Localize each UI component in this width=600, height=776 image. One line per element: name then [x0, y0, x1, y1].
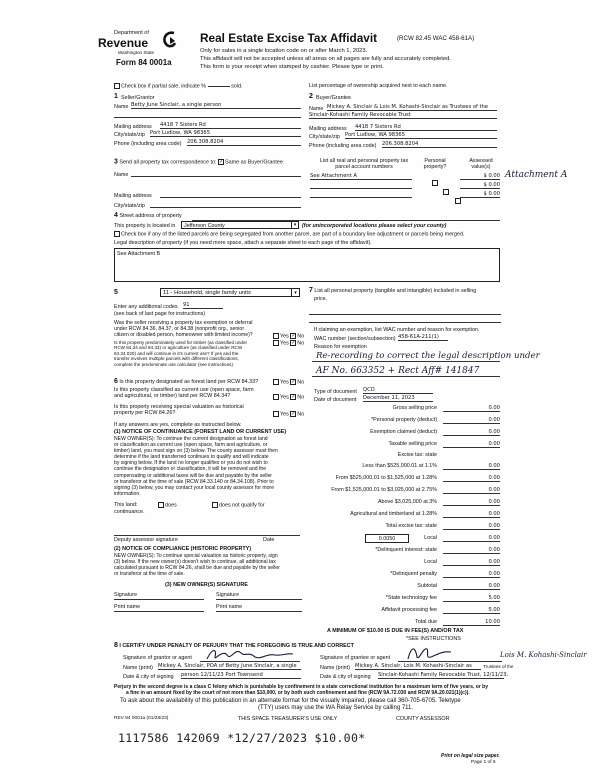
parcel-header-text: List all real and personal property tax	[319, 158, 409, 164]
tax-label-exemption: Exemption claimed (deduct)	[370, 429, 437, 435]
grantee-signature	[405, 643, 455, 663]
partial-sale-row	[114, 83, 243, 90]
grantee-signature-2: Lois M. Kohashi-Sinclair	[500, 651, 587, 659]
continuance-line: or classification as current use (open space, farm and agriculture, or	[114, 442, 268, 449]
county-note: (for unincorporated locations please select your county)	[302, 223, 447, 229]
sec6-q3-line-1: Is this property receiving special valuation as historical	[114, 404, 244, 410]
doc-type-label: Type of document	[314, 389, 357, 395]
assessed-value-2[interactable]: $ 0.00	[460, 182, 500, 189]
historic-yes-checkbox[interactable]	[273, 411, 279, 417]
tax-value-personal[interactable]: 0.00	[443, 417, 500, 424]
seller-phone-field[interactable]: 206.308.8204	[187, 139, 301, 146]
local-rate-field[interactable]: 0.0050	[365, 534, 409, 543]
corr-name-field[interactable]	[131, 170, 301, 177]
ownership-percent-note: List percentage of ownership acquired next to each name.	[309, 83, 448, 89]
buyer-mail-label: Mailing address	[309, 126, 347, 132]
legal-desc-label: Legal description of property (if you need more space, attach a separate sheet to each page of the affidavit).	[114, 240, 372, 246]
legal-size-note: Print on legal size paper.	[441, 753, 500, 759]
processing-fee-label: Affidavit processing fee	[381, 607, 437, 613]
doc-date-field[interactable]: December 11, 2023	[363, 395, 433, 402]
continuance-line: compensating or additional taxes will be due and payable by the seller	[114, 472, 273, 479]
sec6-q1-row	[114, 379, 258, 385]
corr-mail-field[interactable]	[160, 191, 301, 198]
tax-label-state: Excise tax: state	[397, 452, 437, 458]
forest-no-checkbox[interactable]: ✓	[291, 378, 296, 385]
alt-format-note: To ask about the availability of this publication in an alternate format for the visually impaired, please call 360-705-6705. Teletype	[120, 698, 461, 704]
grantee-sig-label: Signature of grantee or agent	[320, 655, 391, 661]
notice-compliance-heading: (2) NOTICE OF COMPLIANCE (HISTORIC PROPERTY)	[114, 546, 252, 552]
subtitle-1: Only for sales in a single location code on or after March 1, 2023.	[200, 48, 368, 54]
compliance-line: (3) below. If the new owner(s) doesn't wish to continue, all additional tax	[114, 559, 276, 566]
processing-fee-value[interactable]: 5.00	[443, 607, 500, 614]
buyer-name-label: Name	[309, 106, 324, 112]
delinquent-interest-local-label: Local	[424, 559, 437, 565]
no-label: No	[297, 411, 305, 418]
subtotal-value[interactable]: 0.00	[443, 583, 500, 590]
q-timber-line-4: transfer involves multiple parcels with different classifications,	[114, 356, 239, 362]
land-use-select[interactable]	[160, 288, 300, 297]
sold-label: sold.	[231, 83, 243, 90]
tax-value-exemption[interactable]: 0.00	[443, 429, 500, 436]
county-select[interactable]	[181, 221, 299, 229]
sec6-number: 6	[114, 378, 118, 385]
parcel-number-1[interactable]: See Attachment A	[310, 173, 412, 180]
sec7-row	[309, 288, 476, 294]
does-not-row	[212, 502, 265, 509]
sec4-number: 4	[114, 212, 118, 219]
new-owner-sig-2: Signature	[216, 592, 240, 598]
delinquent-penalty-value[interactable]: 0.00	[443, 571, 500, 578]
notice-continuance-text	[114, 436, 278, 497]
land-use-chevron-down-icon: ▾	[291, 289, 299, 297]
buyer-city-field[interactable]: Port Ludlow, WA 98365	[345, 132, 497, 139]
delinquent-interest-state-value[interactable]: 0.00	[443, 547, 500, 554]
continuance-line: timber) land, you must sign on (3) below. The county assessor must then	[114, 448, 278, 455]
no-label: No	[297, 333, 305, 340]
sec3-number: 3	[114, 158, 118, 166]
sec7-label: List all personal property (tangible and intangible) included in selling	[314, 288, 477, 294]
continuance-line: continue the designation or classification, it will be removed and the	[114, 466, 267, 473]
seller-phone-label: Phone (including area code)	[114, 141, 182, 147]
sec3-row	[114, 159, 283, 166]
corr-mail-label: Mailing address	[114, 193, 152, 199]
continuance-label: continuance.	[114, 509, 145, 515]
tax-label-total-state: Total excise tax: state	[385, 523, 437, 529]
local-label: Local	[424, 535, 437, 541]
seller-name-label: Name	[114, 104, 129, 110]
sec3-label: Send all property tax correspondence to:	[119, 159, 217, 166]
perjury-note-2: a fine in an amount fixed by the court of not more than $10,000, or by both such confinement and fine (RCW 9A.72.030 and RCW 9A.20.021(1)(c)).	[126, 690, 470, 696]
rev-label: REV 84 0001a (01/28/23)	[114, 716, 169, 721]
perjury-note-1: Perjury in the second degree is a class C felony which is punishable by confinement in a state correctional institution for a maximum term of five years, or by	[114, 684, 488, 690]
total-due-label: Total due	[415, 619, 437, 625]
assessed-value-3[interactable]: $ 0.00	[460, 191, 500, 198]
tax-value-bracket1[interactable]: 0.00	[443, 463, 500, 470]
sec8-number: 8	[114, 642, 118, 649]
tax-label-gross: Gross selling price	[392, 405, 437, 411]
form-number: Form 84 0001a	[116, 58, 172, 67]
grantor-name-field[interactable]: Mickey A. Sinclair, POA of Betty June Sinclair, a single	[158, 663, 301, 670]
reason-handwriting-2: AF No. 663352 + Rect Aff# 141847	[316, 366, 480, 376]
corr-name-label: Name	[114, 172, 129, 178]
form-rcw: (RCW 82.45 WAC 458-61A)	[397, 35, 475, 42]
land-use-value: 11 - Household, single family units	[163, 290, 251, 296]
state-label: Washington State	[118, 50, 155, 55]
tax-value-total-state[interactable]: 0.00	[443, 523, 500, 530]
deputy-date-label: Date	[263, 537, 275, 543]
tax-label-taxable: Taxable selling price	[388, 441, 437, 447]
sec6-q4: If any answers are yes, complete as instructed below.	[114, 422, 242, 428]
minimum-due-note: A MINIMUM OF $10.00 IS DUE IN FEE(S) AND/OR TAX	[327, 628, 464, 634]
tax-label-agri: Agricultural and timberland at 1.28%	[350, 511, 437, 517]
add-codes-field[interactable]: 91	[183, 302, 223, 309]
seller-mail-label: Mailing address	[114, 124, 152, 130]
segregated-label: Check box if any of the listed parcels are being segregated from another parcel, are part of a boundary line adjustment or parcels being merged.	[121, 231, 465, 238]
legal-desc-field[interactable]	[114, 248, 500, 282]
segregated-checkbox[interactable]	[114, 231, 120, 237]
sec6-q1-yes-no	[273, 379, 304, 386]
sec7-label-2: price.	[314, 296, 328, 302]
add-codes-label: Enter any additional codes	[114, 304, 178, 310]
local-value[interactable]: 0.00	[443, 535, 500, 542]
form-title: Real Estate Excise Tax Affidavit	[200, 31, 378, 45]
legal-desc-value: See Attachment B	[117, 251, 161, 257]
seller-mail-field[interactable]: 4418 7 Sisters Rd	[160, 122, 301, 129]
buyer-name-field-2[interactable]: Sinclair-Kohashi Family Revocable Trust	[309, 112, 497, 119]
attachment-a-handwriting: Attachment A	[505, 170, 568, 180]
corr-city-field[interactable]	[150, 201, 301, 208]
sec6-q2-line-1: Is this property classified as current use (open space, farm	[114, 387, 254, 393]
parcel-header-1	[314, 158, 414, 170]
this-land-label: This land:	[114, 502, 138, 508]
delinquent-penalty-label: *Delinquent penalty	[390, 571, 437, 577]
yes-label: Yes	[280, 379, 289, 386]
sec1-number: 1	[114, 93, 118, 100]
revenue-label: Revenue	[98, 36, 149, 50]
current-use-yes-checkbox[interactable]	[273, 394, 279, 400]
tax-label-bracket3: From $1,525,000.01 to $3,025,000 at 2.75%	[331, 487, 437, 493]
wac-label: WAC number (section/subsection)	[314, 336, 396, 342]
grantor-sig-label: Signature of grantor or agent	[123, 655, 192, 661]
wac-field[interactable]: 458-61A-211(1)	[398, 334, 448, 341]
sec6-q2-line-2: and agricultural, or timber) land per RCW 84.34?	[114, 393, 231, 400]
does-not-checkbox[interactable]	[212, 502, 218, 508]
tty-note: (TTY) users may use the WA Relay Service by calling 711.	[258, 705, 414, 711]
seller-city-label: City/state/zip	[114, 132, 145, 138]
tax-label-bracket4: Above $3,025,000 at 3%	[377, 499, 437, 505]
parcel-header-text-2: parcel account numbers	[335, 164, 393, 171]
sec6-q2-yes-no	[273, 394, 304, 401]
q-timber-line-5: complete the predominate use calculator (see instructions)	[114, 361, 233, 367]
q-timber-yes-checkbox[interactable]	[273, 340, 279, 346]
deputy-sig-label: Deputy assessor signature	[114, 537, 178, 543]
sec6-q3-yes-no	[273, 411, 304, 418]
no-label: No	[297, 340, 305, 347]
doc-type-field[interactable]: QCD	[363, 387, 433, 394]
page-number: Page 1 of 6	[471, 760, 496, 765]
reason-label: Reason for exemption	[314, 344, 367, 350]
see-instructions-note: *SEE INSTRUCTIONS	[406, 636, 461, 642]
new-owner-sig-1: Signature	[114, 592, 138, 598]
see-back-label: (see back of last page for instructions)	[114, 311, 206, 317]
q-timber-line-1: Is this property predominately used for timber (as classified under	[114, 340, 248, 345]
sec2-label: Buyer/Grantee	[316, 95, 352, 101]
buyer-phone-field[interactable]: 206.308.8204	[382, 141, 497, 148]
dor-logo	[92, 28, 184, 80]
tax-label-bracket1: Less than $525,000.01 at 1.1%	[362, 463, 437, 469]
revenue-swoosh-icon	[162, 31, 177, 48]
grantor-name-label: Name (print)	[123, 665, 153, 671]
certify-label: I CERTIFY UNDER PENALTY OF PERJURY THAT THE FOREGOING IS TRUE AND CORRECT	[119, 643, 354, 649]
trustees-label: Trustees of the	[483, 664, 514, 669]
tax-label-bracket2: From $525,000.01 to $1,525,000 at 1.28%	[335, 475, 437, 481]
no-label: No	[297, 379, 305, 386]
personal-checkbox-3[interactable]	[455, 198, 461, 204]
subtitle-3: This form is your receipt when stamped by cashier. Please type or print.	[200, 64, 384, 70]
q-timber-line-3: 84.34.020) and will continue in it's current use? If yes and the	[114, 350, 239, 356]
total-due-value[interactable]: 10.00	[443, 619, 500, 626]
does-not-label: does not qualify for	[219, 502, 265, 509]
sec1-label: Seller/Grantor	[121, 95, 155, 101]
does-row	[158, 502, 177, 509]
located-in-label: This property is located in	[114, 223, 176, 229]
grantor-signature	[205, 645, 295, 663]
subtitle-2: This affidavit will not be accepted unless all areas on all pages are fully and accurately completed.	[200, 56, 451, 62]
partial-sale-label: Check box if partial sale, indicate %	[121, 83, 207, 90]
notice-compliance-text	[114, 553, 280, 577]
personal-header	[420, 158, 450, 170]
county-chevron-down-icon: ▾	[291, 222, 298, 229]
q-exemption-line-3: citizen or disabled person, homeowner with limited income)?	[114, 332, 253, 339]
parcel-number-3[interactable]	[310, 191, 412, 198]
treasurer-label: THIS SPACE TREASURER'S USE ONLY	[238, 716, 338, 722]
tax-label-personal: *Personal property (deduct)	[371, 417, 437, 423]
q-exemption-yes-checkbox[interactable]	[273, 333, 279, 339]
q-exemption	[114, 320, 253, 339]
grantee-name-label: Name (print)	[320, 665, 350, 671]
personal-checkbox-2[interactable]	[443, 189, 449, 195]
tax-value-taxable[interactable]: 0.00	[443, 441, 500, 448]
corr-city-label: City/state/zip	[114, 203, 145, 209]
q-exemption-line-2: under RCW 84.36, 84.37, or 84.38 (nonprofit org., senior	[114, 326, 245, 333]
historic-no-checkbox[interactable]: ✓	[291, 410, 296, 417]
tax-value-bracket4[interactable]: 0.00	[443, 499, 500, 506]
doc-date-label: Date of document	[314, 397, 357, 403]
forest-yes-checkbox[interactable]	[273, 379, 279, 385]
tech-fee-value[interactable]: 5.00	[443, 595, 500, 602]
parcel-number-2[interactable]	[310, 182, 412, 189]
buyer-name-field-1[interactable]: Mickey A. Sinclair & Lois M. Kohashi-Sinclair as Trustees of the	[327, 104, 497, 111]
grantor-date-label: Date & city of signing	[123, 674, 174, 680]
tax-value-agri[interactable]: 0.00	[443, 511, 500, 518]
personal-header-text-2: property?	[423, 164, 447, 171]
continuance-line: determine if the land transferred continues to qualify and will indicate	[114, 454, 269, 461]
tax-value-gross[interactable]: 0.00	[443, 405, 500, 412]
q-timber-no-checkbox[interactable]: ✓	[291, 339, 296, 346]
delinquent-interest-state-label: *Delinquent interest: state	[375, 547, 437, 553]
q-exemption-no-checkbox[interactable]: ✓	[291, 332, 296, 339]
personal-header-text: Personal	[424, 158, 446, 164]
continuance-line: signing (3) below, you may contact your local county assessor for more	[114, 484, 274, 491]
yes-label: Yes	[280, 411, 289, 418]
q-timber-yes-no	[273, 340, 304, 347]
partial-sale-checkbox[interactable]	[114, 83, 120, 89]
assessor-label: COUNTY ASSESSOR	[396, 716, 450, 722]
tech-fee-label: *State technology fee	[385, 595, 437, 601]
cashier-stamp: 1117586 142069 *12/27/2023 $10.00*	[118, 731, 366, 745]
dept-of-label: Department of	[114, 30, 149, 36]
sec6-q2	[114, 387, 254, 399]
seller-name-field[interactable]: Betty June Sinclair, a single person	[131, 102, 301, 109]
assessed-header-text: Assessed	[469, 158, 493, 164]
same-as-buyer-label: Same as Buyer/Grantee	[225, 159, 283, 166]
new-owner-print-1: Print name	[114, 604, 141, 610]
q-timber-line-2: RCW 84.34 and 84.33) or agriculture (as classified under RCW	[114, 345, 243, 351]
grantee-name-field[interactable]: Mickey A. Sinclair, Lois M. Kohashi-Sinclair as	[355, 663, 481, 670]
same-as-buyer-checkbox[interactable]: ✓	[219, 158, 224, 165]
continuance-line: by signing below. If the land no longer qualifies or you do not wish to	[114, 460, 268, 467]
no-label: No	[297, 394, 305, 401]
compliance-line: NEW OWNER(S): To continue special valuation as historic property, sign	[114, 553, 278, 559]
personal-checkbox-1[interactable]	[432, 180, 438, 186]
notice-continuance-heading: (1) NOTICE OF CONTINUANCE (FOREST LAND OR CURRENT USE)	[114, 429, 287, 435]
q-timber	[114, 340, 247, 367]
grantee-date-label: Date & city of signing	[320, 674, 371, 680]
sec6-q3-line-2: property per RCW 84.26?	[114, 410, 176, 417]
q-exemption-line-1: Was the seller receiving a property tax exemption or deferral	[114, 320, 253, 326]
compliance-line: calculated pursuant to RCW 84.26, shall be due and payable by the seller	[114, 565, 280, 572]
assessed-header	[464, 158, 498, 170]
partial-percent-field[interactable]	[208, 86, 230, 87]
yes-label: Yes	[280, 333, 289, 340]
county-value: Jefferson County	[184, 222, 225, 229]
subtotal-label: Subtotal	[417, 583, 437, 589]
compliance-line: or transferor at the time of sale.	[114, 571, 185, 578]
this-land-row	[114, 502, 137, 508]
claim-exemption-label: If claiming an exemption, list WAC number and reason for exemption.	[314, 327, 480, 333]
does-checkbox[interactable]	[158, 502, 164, 508]
continuance-line: NEW OWNER(S): To continue the current designation as forest land	[114, 436, 268, 442]
tax-value-bracket3[interactable]: 0.00	[443, 487, 500, 494]
sec6-q1: Is this property designated as forest land per RCW 84.33?	[119, 379, 259, 385]
sec2-number: 2	[309, 93, 313, 100]
sec4-label: Street address of property	[119, 213, 182, 219]
yes-label: Yes	[280, 340, 289, 347]
yes-label: Yes	[280, 394, 289, 401]
continuance-line: or transferor at the time of sale (RCW 84.33.140 or 84.34.108). Prior to	[114, 478, 274, 485]
new-owner-print-2: Print name	[216, 604, 243, 610]
buyer-city-label: City/state/zip	[309, 134, 340, 140]
new-owner-sig-heading: (3) NEW OWNER(S) SIGNATURE	[165, 582, 248, 588]
sec6-q3	[114, 404, 244, 416]
sec4-row	[114, 213, 182, 219]
grantee-date-field[interactable]: Sinclair-Kohashi Family Revocable Trust, 12/11/23,	[378, 672, 509, 678]
delinquent-interest-local-value[interactable]: 0.00	[443, 559, 500, 566]
assessed-header-text-2: value(s)	[471, 164, 491, 171]
assessed-value-1[interactable]: $ 0.00	[460, 173, 500, 180]
sec5-number: 5	[114, 289, 118, 296]
current-use-no-checkbox[interactable]: ✓	[291, 393, 296, 400]
continuance-line: information.	[114, 490, 141, 497]
tax-value-bracket2[interactable]: 0.00	[443, 475, 500, 482]
reason-handwriting-1: Re-recording to correct the legal description under	[316, 351, 540, 361]
seller-city-field[interactable]: Port Ludlow, WA 98365	[150, 130, 301, 137]
grantor-date-field[interactable]: person 12/11/23 Port Townsend	[181, 672, 301, 679]
does-label: does	[165, 502, 177, 509]
sec7-number: 7	[309, 287, 313, 294]
buyer-phone-label: Phone (including area code)	[309, 143, 377, 149]
buyer-mail-field[interactable]: 4418 7 Sisters Rd	[355, 124, 497, 131]
segregated-row	[114, 231, 464, 238]
